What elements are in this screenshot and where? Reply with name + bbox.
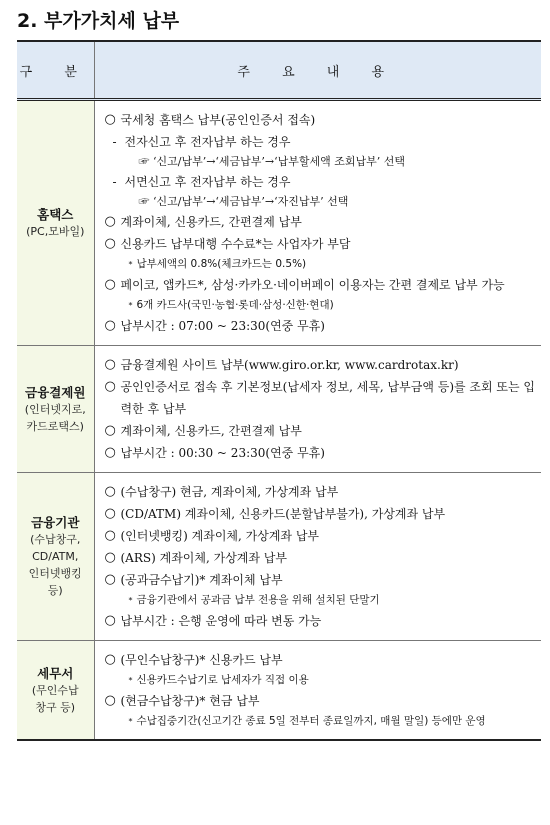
bullet-item	[105, 569, 536, 591]
header-content: 주 요 내 용	[94, 41, 541, 100]
bullet-item	[105, 211, 536, 233]
circle-bullet-icon: ○	[104, 613, 116, 628]
bullet-item	[105, 690, 536, 712]
table-row	[17, 100, 541, 346]
item-text: 국세청 홈택스 납부(공인인증서 접속)	[120, 113, 316, 127]
bullet-item	[105, 315, 536, 337]
content-cell	[94, 641, 541, 741]
circle-bullet-icon: ○	[104, 528, 116, 543]
circle-bullet-icon: ○	[104, 379, 116, 394]
dash-item	[105, 171, 536, 193]
item-text: (ARS) 계좌이체, 가상계좌 납부	[120, 551, 287, 565]
asterisk-icon: *	[128, 260, 133, 269]
bullet-item	[105, 442, 536, 464]
bullet-item	[105, 109, 536, 131]
table-row	[17, 641, 541, 741]
category-cell	[17, 100, 94, 346]
table-header-row	[17, 41, 541, 100]
circle-bullet-icon: ○	[104, 277, 116, 292]
circle-bullet-icon: ○	[104, 445, 116, 460]
bullet-item	[105, 420, 536, 442]
dash-bullet-icon: -	[112, 175, 117, 189]
category-subtitle: (무인수납	[31, 683, 79, 697]
content-cell	[94, 346, 541, 473]
asterisk-icon: *	[128, 596, 133, 605]
footnote-item	[105, 671, 536, 690]
bullet-item	[105, 610, 536, 632]
circle-bullet-icon: ○	[104, 423, 116, 438]
table-row	[17, 346, 541, 473]
footnote-text: 6개 카드사(국민·농협·롯데·삼성·신한·현대)	[136, 299, 334, 311]
category-name: 금융결제원	[25, 384, 86, 400]
content-cell	[94, 473, 541, 641]
footnote-text: 금융기관에서 공과금 납부 전용을 위해 설치된 단말기	[136, 594, 380, 606]
circle-bullet-icon: ○	[104, 357, 116, 372]
menu-path-item: ☞ ‘신고/납부’→‘세금납부’→‘자진납부’ 선택	[138, 195, 349, 208]
footnote-item	[105, 255, 536, 274]
circle-bullet-icon: ○	[104, 112, 116, 127]
item-text: 납부시간 : 00:30 ~ 23:30(연중 무휴)	[120, 446, 325, 460]
item-text: 전자신고 후 전자납부 하는 경우	[124, 135, 291, 149]
circle-bullet-icon: ○	[104, 652, 116, 667]
circle-bullet-icon: ○	[104, 484, 116, 499]
dash-bullet-icon: -	[112, 135, 117, 149]
item-text: 계좌이체, 신용카드, 간편결제 납부	[120, 215, 302, 229]
category-cell	[17, 346, 94, 473]
category-subtitle: 창구 등)	[35, 700, 76, 714]
circle-bullet-icon: ○	[104, 236, 116, 251]
footnote-text: 납부세액의 0.8%(체크카드는 0.5%)	[136, 258, 307, 270]
category-subtitle: 카드로택스)	[26, 419, 84, 433]
item-text: 공인인증서로 접속 후 기본정보(납세자 정보, 세목, 납부금액 등)를 조회 또는 입력한 후 납부	[120, 380, 535, 416]
category-subtitle: (인터넷지로,	[24, 402, 86, 416]
bullet-item	[105, 481, 536, 503]
category-name: 세무서	[37, 665, 74, 681]
item-text: 서면신고 후 전자납부 하는 경우	[124, 175, 291, 189]
payment-methods-table	[17, 40, 541, 741]
category-name: 홈택스	[37, 207, 74, 222]
circle-bullet-icon: ○	[104, 693, 116, 708]
item-text: 납부시간 : 은행 운영에 따라 변동 가능	[120, 614, 322, 628]
asterisk-icon: *	[128, 717, 133, 726]
item-text: (CD/ATM) 계좌이체, 신용카드(분할납부불가), 가상계좌 납부	[120, 507, 446, 521]
page-title: 2. 부가가치세 납부	[17, 10, 180, 32]
footnote-item	[105, 591, 536, 610]
menu-path-item: ☞ ‘신고/납부’→‘세금납부’→‘납부할세액 조회납부’ 선택	[138, 155, 406, 168]
item-text: (현금수납창구)* 현금 납부	[120, 694, 260, 708]
header-category: 구 분	[17, 41, 94, 100]
table-row	[17, 473, 541, 641]
footnote-item	[105, 712, 536, 731]
bullet-item	[105, 376, 536, 420]
circle-bullet-icon: ○	[104, 214, 116, 229]
item-text: (인터넷뱅킹) 계좌이체, 가상계좌 납부	[120, 529, 320, 543]
item-text: (수납창구) 현금, 계좌이체, 가상계좌 납부	[120, 485, 339, 499]
bullet-item	[105, 525, 536, 547]
category-subtitle: 등)	[47, 584, 63, 597]
item-text: 계좌이체, 신용카드, 간편결제 납부	[120, 424, 302, 438]
bullet-item	[105, 649, 536, 671]
item-text: (공과금수납기)* 계좌이체 납부	[120, 573, 283, 587]
circle-bullet-icon: ○	[104, 506, 116, 521]
item-text: 납부시간 : 07:00 ~ 23:30(연중 무휴)	[120, 319, 325, 333]
item-text: 금융결제원 사이트 납부(www.giro.or.kr, www.cardrotax.kr)	[120, 358, 459, 372]
table-body	[17, 100, 541, 741]
item-text: 신용카드 납부대행 수수료*는 사업자가 부담	[120, 237, 351, 251]
circle-bullet-icon: ○	[104, 318, 116, 333]
item-text: 페이코, 앱카드*, 삼성·카카오·네이버페이 이용자는 간편 결제로 납부 가능	[120, 278, 505, 292]
bullet-item	[105, 274, 536, 296]
category-subtitle: 인터넷뱅킹	[28, 567, 82, 580]
asterisk-icon: *	[128, 676, 133, 685]
dash-item	[105, 131, 536, 153]
item-text: (무인수납창구)* 신용카드 납부	[120, 653, 283, 667]
circle-bullet-icon: ○	[104, 550, 116, 565]
category-subtitle: (PC,모바일)	[26, 225, 85, 238]
footnote-text: 수납집중기간(신고기간 종료 5일 전부터 종료일까지, 매월 말일) 등에만 운영	[136, 715, 486, 727]
bullet-item	[105, 547, 536, 569]
asterisk-icon: *	[128, 301, 133, 310]
content-cell	[94, 100, 541, 346]
bullet-item	[105, 233, 536, 255]
category-subtitle: CD/ATM,	[32, 550, 79, 563]
category-subtitle: (수납창구,	[30, 533, 81, 546]
category-cell	[17, 641, 94, 741]
footnote-text: 신용카드수납기로 납세자가 직접 이용	[136, 674, 309, 686]
bullet-item	[105, 354, 536, 376]
footnote-item	[105, 296, 536, 315]
category-cell	[17, 473, 94, 641]
bullet-item	[105, 503, 536, 525]
category-name: 금융기관	[31, 515, 80, 530]
circle-bullet-icon: ○	[104, 572, 116, 587]
